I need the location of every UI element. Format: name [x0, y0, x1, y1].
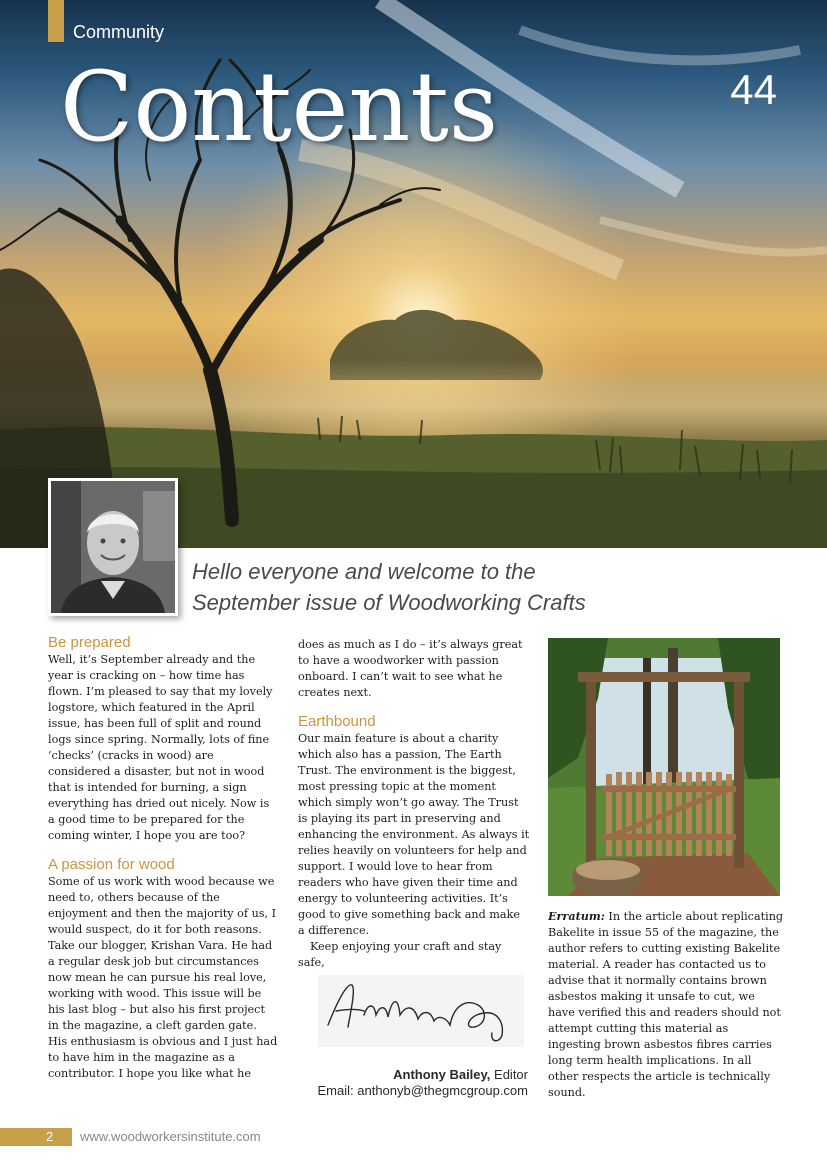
- paragraph-be-prepared: Well, it’s September already and the year is cracking on – how time has flown. I’m pleased to say that my lovely logstore, which featured in the April issue, has been full of split and round logs since spring. Normally, lots of fine ‘checks’ (cracks in wood) are considered a disaster, but not in wood that is intended for burning, a sign everything has dried out nicely. Now is a good time to be prepared for the coming winter, I hope you are too?: [48, 653, 273, 842]
- editor-email[interactable]: Email: anthonyb@thegmcgroup.com: [317, 1083, 528, 1098]
- editor-signature: [318, 975, 524, 1047]
- page-title: Contents: [60, 51, 499, 163]
- editor-credit: [298, 1067, 528, 1099]
- garden-gate-photo: [548, 638, 780, 896]
- paragraph-passion-for-wood: Some of us work with wood because we need to, others because of the enjoyment and then the majority of us, I would suspect, do it for both reasons. Take our blogger, Krishan Vara. He had a regular desk job but circumstances now mean he can pursue his real love, working with wood. This issue will be his last blog – but also his first project in the magazine, a cleft garden gate. His enthusiasm is obvious and I just had to have him in the magazine as a contributor. I hope you like what he: [48, 875, 278, 1080]
- section-label: Community: [73, 22, 165, 42]
- column-1: [48, 634, 278, 1082]
- subhead-passion-for-wood: A passion for wood: [48, 856, 175, 873]
- editor-name: Anthony Bailey,: [393, 1067, 491, 1082]
- paragraph-sign-off: Keep enjoying your craft and stay safe,: [298, 940, 502, 969]
- column-2: [298, 637, 530, 971]
- intro-line-2: September issue of Woodworking Crafts: [192, 590, 586, 615]
- erratum-paragraph: [548, 908, 784, 1101]
- page-number: 2: [46, 1129, 54, 1144]
- subhead-be-prepared: Be prepared: [48, 634, 131, 651]
- editor-portrait: [48, 478, 178, 616]
- signature-graphic: [318, 975, 524, 1047]
- footer-page-tab: [0, 1128, 72, 1146]
- erratum-text: In the article about replicating Bakelite in issue 55 of the magazine, the author refers to cutting existing Bakelite material. A reader has contacted us to advise that it normally contains brown asbestos making it unsafe to cut, we have verified this and readers should not attempt cutting this material as ingesting brown asbestos fibres carries long term health implications. In all other respects the article is technically sound.: [548, 910, 784, 1099]
- editor-portrait-illustration: [51, 481, 175, 613]
- garden-gate-illustration: [548, 638, 780, 896]
- erratum-label: Erratum:: [548, 909, 605, 923]
- footer-website[interactable]: www.woodworkersinstitute.com: [80, 1129, 261, 1144]
- paragraph-earthbound: Our main feature is about a charity which also has a passion, The Earth Trust. The environment is the biggest, most pressing topic at the moment which simply won’t go away. The Trust is playing its part in preserving and enhancing the environment. As always it relies heavily on volunteers for help and support. I would love to hear from readers who have given their time and energy to volunteering activities. It’s good to give something back and make a difference.: [298, 732, 530, 937]
- intro-heading: [192, 556, 802, 618]
- editor-role: Editor: [494, 1067, 528, 1082]
- subhead-earthbound: Earthbound: [298, 713, 376, 730]
- section-tab: [48, 0, 64, 42]
- issue-number: 44: [730, 66, 777, 113]
- intro-line-1: Hello everyone and welcome to the: [192, 559, 536, 584]
- column-3: [548, 908, 784, 1101]
- paragraph-continued: does as much as I do – it’s always great to have a woodworker with passion onboard. I can’t wait to see what he creates next.: [298, 638, 523, 699]
